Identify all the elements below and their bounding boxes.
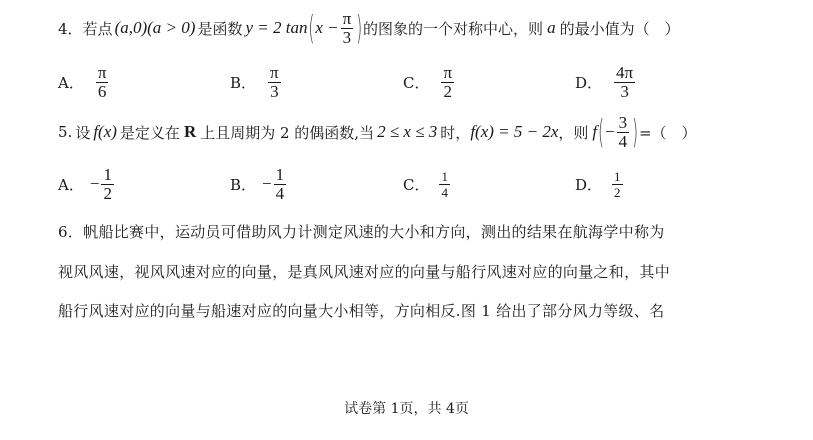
question-5 <box>58 112 697 152</box>
q4-left-paren: ( <box>308 8 315 48</box>
q5-option-b <box>230 164 288 204</box>
q5-option-d-label: D． <box>575 175 603 194</box>
q4-frac-num: π <box>342 8 352 28</box>
q5-option-a-num: 1 <box>103 164 112 184</box>
q4-prefix: 若点 <box>82 19 113 38</box>
q5-neg: − <box>605 122 615 141</box>
q5-option-c-frac <box>439 169 450 200</box>
q4-option-b-label: B． <box>230 73 257 92</box>
q5-option-a-den: 2 <box>103 183 112 203</box>
q4-option-d <box>575 62 637 102</box>
q5-option-c <box>403 164 452 204</box>
q4-option-a <box>58 62 110 102</box>
q5-R: R <box>183 122 197 141</box>
page-footer: 试卷第 1页，共 4页 <box>344 401 469 417</box>
q5-option-c-label: C． <box>403 175 430 194</box>
q4-suffix-a: 的图象的一个对称中心，则 <box>363 19 544 38</box>
q4-option-a-den: 6 <box>97 81 107 101</box>
q5-option-d-num: 1 <box>614 168 621 184</box>
q4-option-b-den: 3 <box>270 81 279 101</box>
q4-right-paren: ) <box>356 8 363 48</box>
q6-line-3: 船行风速对应的向量与船速对应的向量大小相等，方向相反.图 1 给出了部分风力等级、名 <box>58 302 665 320</box>
q4-point: (a,0)(a > 0) <box>114 18 196 37</box>
q5-mid1: 是定义在 <box>119 123 180 142</box>
q5-mid3: 时， <box>440 123 471 142</box>
q5-option-b-sign: − <box>262 174 272 193</box>
q5-mid2: 上且周期为 2 的偶函数,当 <box>200 123 375 142</box>
q4-suffix-b: 的最小值为（ ） <box>559 19 680 38</box>
q5-frac <box>617 114 630 151</box>
q5-frac-den: 4 <box>618 131 628 151</box>
q5-option-a <box>58 164 116 204</box>
q4-frac-den: 3 <box>342 27 352 47</box>
q5-fx: f(x) <box>93 122 117 141</box>
q5-option-a-sign: − <box>89 174 100 193</box>
q5-option-d-den: 2 <box>614 184 621 200</box>
q4-option-c-label: C． <box>403 73 430 92</box>
q6-line-2: 视风风速，视风风速对应的向量，是真风风速对应的向量与船行风速对应的向量之和，其中 <box>58 263 671 281</box>
q5-option-b-den: 4 <box>275 183 285 203</box>
q5-option-c-num: 1 <box>441 168 448 184</box>
q5-expr: f(x) = 5 − 2x <box>470 122 559 141</box>
q6-line-1: 6．帆船比赛中，运动员可借助风力计测定风速的大小和方向，测出的结果在航海学中称为 <box>58 223 665 241</box>
q5-prefix: 设 <box>75 123 91 142</box>
q4-option-d-num: 4π <box>616 62 634 82</box>
q5-option-d-frac <box>612 169 623 200</box>
q5-range: 2 ≤ x ≤ 3 <box>377 122 438 141</box>
q5-option-d <box>575 164 625 204</box>
q5-frac-num: 3 <box>618 112 628 132</box>
q4-mid: 是函数 <box>197 19 243 38</box>
q4-option-b-frac <box>268 64 281 101</box>
q4-var-a: a <box>547 18 556 37</box>
q5-mid4: ，则 <box>558 123 589 142</box>
q4-number: 4． <box>58 19 83 38</box>
q5-f: f <box>592 122 598 141</box>
q4-lhs: y = 2 tan <box>245 18 308 37</box>
q4-option-c-num: π <box>443 62 453 82</box>
q5-option-b-label: B． <box>230 175 257 194</box>
question-4 <box>58 8 680 48</box>
q4-pi-over-3 <box>341 10 354 47</box>
q4-option-a-frac <box>96 64 109 101</box>
q5-right-paren: ) <box>632 112 638 152</box>
q4-option-c-den: 2 <box>443 81 453 101</box>
q5-option-a-frac <box>101 166 114 203</box>
q5-left-paren: ( <box>598 112 605 152</box>
q4-option-b <box>230 62 283 102</box>
q4-option-b-num: π <box>270 62 279 82</box>
q4-x-minus: x − <box>315 18 339 37</box>
q5-option-b-frac <box>274 166 287 203</box>
q5-option-b-num: 1 <box>275 164 285 184</box>
q4-option-d-den: 3 <box>620 81 629 101</box>
q4-option-a-label: A． <box>58 73 84 92</box>
q5-tail: =（ ） <box>638 123 697 142</box>
q4-option-c-frac <box>441 64 454 101</box>
q5-option-c-den: 4 <box>441 184 448 200</box>
q4-option-a-num: π <box>97 62 107 82</box>
q4-option-c <box>403 62 456 102</box>
q5-number: 5. <box>58 123 73 141</box>
q5-option-a-label: A． <box>58 175 84 194</box>
q4-option-d-label: D． <box>575 73 603 92</box>
q4-option-d-frac <box>614 64 635 101</box>
